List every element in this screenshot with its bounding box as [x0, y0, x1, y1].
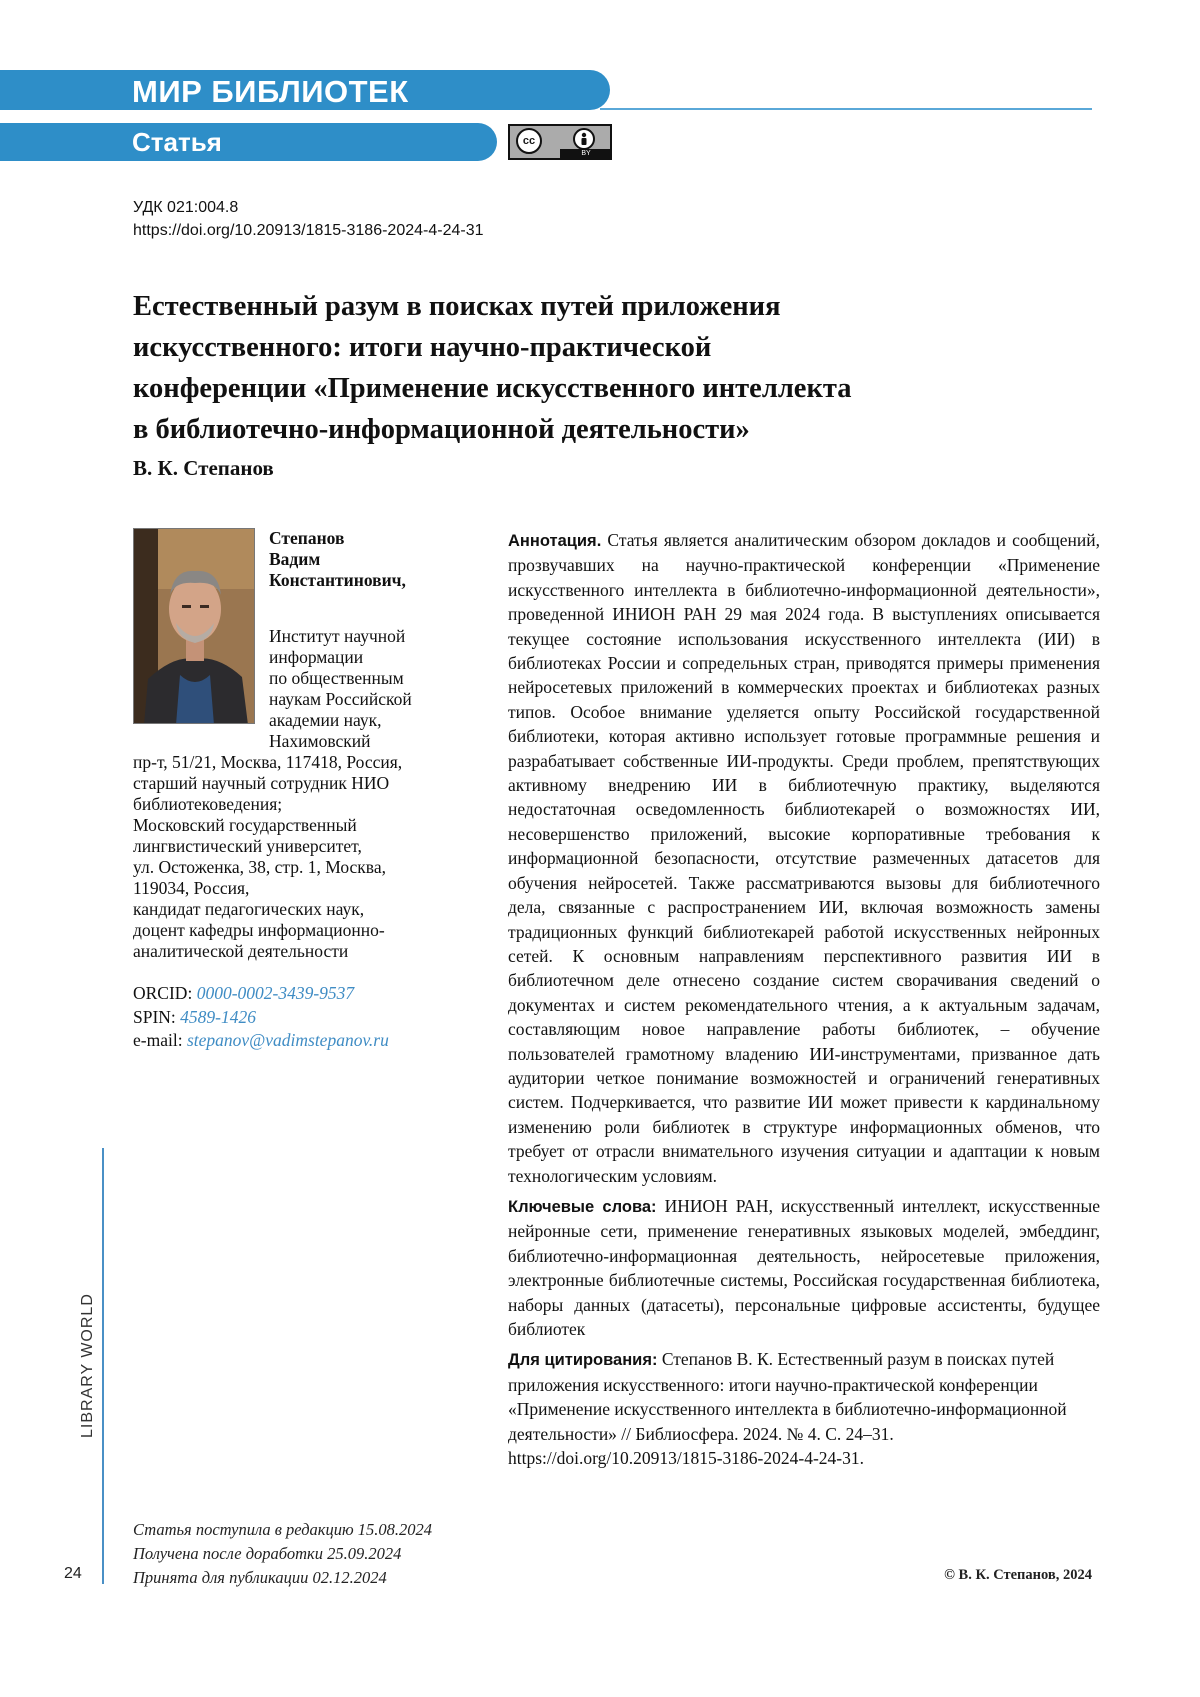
abstract-text: Статья является аналитическим обзором докладов и сообщений, прозвучавших на научно-практической конференции «Применение искусственного интеллекта в библиотечно-информационной деятельности», проведенной ИНИОН РАН 29 мая 2024 года. В выступлениях описывается текущее состояние использования искусственного интеллекта (ИИ) в библиотеках России и сопредельных стран, приводятся примеры применения нейросетевых приложений в коммерческих проектах и библиотеках разных типов. Особое внимание уделяется опыту Российской государственной библиотеки, которая активно использует готовые программные решения и разрабатывает собственные ИИ-продукты. Среди проблем, препятствующих активному внедрению ИИ в библиотечную практику, выделяются недостаточная осведомленность библиотекарей о возможностях ИИ, несовершенство приложений, высокие корпоративные требования к информационной безопасности, отсутствие размеченных датасетов для обучения нейросетей. Также рассматриваются вызовы для библиотечного дела, связанные с распространением ИИ, включая возможность замены традиционных функций библиотекарей работой искусственных нейронных сетей. К основным направлениям перспективного развития ИИ в библиотечном деле отнесено создание систем сворачивания сведений о документах и систем рекомендательного чтения, а к актуальным задачам, составляющим новое направление работы библиотек, – обучение пользователей грамотному владению ИИ-инструментами, призванное дать аудитории четкое понимание возможностей и ограничений генеративных систем. Подчеркивается, что развитие ИИ может привести к кардинальному изменению роли библиотек в структуре информационных обменов, что требует от отрасли внимательного изучения ситуации и адаптации к новым технологическим условиям. [508, 530, 1100, 1186]
header-rule [600, 108, 1092, 110]
affiliation-line: по общественным [269, 668, 404, 689]
author-patronymic: Константинович, [269, 570, 406, 591]
affiliation-line: Нахимовский [269, 731, 371, 752]
email-row [133, 1029, 389, 1053]
spin-link[interactable]: 4589-1426 [180, 1007, 256, 1027]
affiliation-line: пр-т, 51/21, Москва, 117418, Россия, [133, 752, 402, 773]
author-given-name: Вадим [269, 549, 406, 570]
affiliation-line: наукам Российской [269, 689, 412, 710]
abstract-column [508, 528, 1100, 1470]
license-by-label: BY [560, 149, 612, 158]
abstract-label: Аннотация. [508, 532, 601, 550]
affiliation-line: библиотековедения; [133, 794, 282, 815]
submission-dates [133, 1518, 432, 1590]
keywords-text: ИНИОН РАН, искусственный интеллект, искусственные нейронные сети, применение генеративных языковых моделей, эмбеддинг, библиотечно-информационная деятельность, нейросетевые приложения, электронные библиотечные системы, Российская государственная библиотека, наборы данных (датасеты), персональные цифровые ассистенты, будущее библиотек [508, 1196, 1100, 1339]
citation-label: Для цитирования: [508, 1351, 657, 1369]
affiliation-line: кандидат педагогических наук, [133, 899, 364, 920]
section-header-band [0, 70, 610, 110]
orcid-row [133, 982, 389, 1006]
date-accepted: Принята для публикации 02.12.2024 [133, 1566, 432, 1590]
affiliation-line: аналитической деятельности [133, 941, 348, 962]
author-full-name [269, 528, 406, 591]
citation-text: Степанов В. К. Естественный разум в поисках путей приложения искусственного: итоги научно-практической конференции «Применение искусственного интеллекта в библиотечно-информационной деятельности» // Библиосфера. 2024. № 4. С. 24–31. https://doi.org/10.20913/1815-3186-2024-4-24-31. [508, 1349, 1067, 1468]
abstract-paragraph [508, 528, 1100, 1188]
affiliation-line: Институт научной [269, 626, 405, 647]
author-photo [133, 528, 255, 724]
orcid-label: ORCID: [133, 983, 192, 1003]
journal-section-title: МИР БИБЛИОТЕК [132, 74, 409, 110]
affiliation-line: ул. Остоженка, 38, стр. 1, Москва, [133, 857, 386, 878]
author-surname: Степанов [269, 528, 406, 549]
doi-link[interactable]: https://doi.org/10.20913/1815-3186-2024-4-24-31 [133, 219, 483, 242]
date-revised: Получена после доработки 25.09.2024 [133, 1542, 432, 1566]
title-line: Естественный разум в поисках путей приложения [133, 286, 1033, 327]
title-line: конференции «Применение искусственного интеллекта [133, 368, 1033, 409]
attribution-icon [573, 128, 595, 150]
affiliation-line: доцент кафедры информационно- [133, 920, 385, 941]
spin-label: SPIN: [133, 1007, 176, 1027]
article-meta [133, 196, 483, 242]
person-icon [575, 130, 593, 148]
date-received: Статья поступила в редакцию 15.08.2024 [133, 1518, 432, 1542]
copyright-notice: © В. К. Степанов, 2024 [944, 1567, 1092, 1584]
affiliation-line: лингвистический университет, [133, 836, 362, 857]
spin-row [133, 1006, 389, 1030]
page-number: 24 [64, 1565, 82, 1583]
affiliation-line: старший научный сотрудник НИО [133, 773, 389, 794]
library-world-label: LIBRARY WORLD [79, 1293, 97, 1438]
article-author: В. К. Степанов [133, 456, 274, 481]
keywords-label: Ключевые слова: [508, 1198, 657, 1216]
article-title [133, 286, 1033, 450]
keywords-paragraph [508, 1194, 1100, 1341]
email-link[interactable]: stepanov@vadimstepanov.ru [187, 1030, 389, 1050]
email-label: e-mail: [133, 1030, 183, 1050]
article-type-label: Статья [132, 127, 222, 158]
affiliation-line: академии наук, [269, 710, 382, 731]
affiliation-line: Московский государственный [133, 815, 357, 836]
margin-rule [102, 1148, 104, 1584]
title-line: искусственного: итоги научно-практической [133, 327, 1033, 368]
affiliation-line: 119034, Россия, [133, 878, 249, 899]
author-identifiers [133, 982, 389, 1053]
udc-code: УДК 021:004.8 [133, 196, 483, 219]
citation-paragraph [508, 1347, 1100, 1470]
article-type-band [0, 123, 497, 161]
cc-icon: cc [516, 128, 542, 154]
affiliation-line: информации [269, 647, 363, 668]
orcid-link[interactable]: 0000-0002-3439-9537 [197, 983, 354, 1003]
cc-by-license-badge[interactable] [508, 124, 612, 160]
title-line: в библиотечно-информационной деятельности» [133, 409, 1033, 450]
